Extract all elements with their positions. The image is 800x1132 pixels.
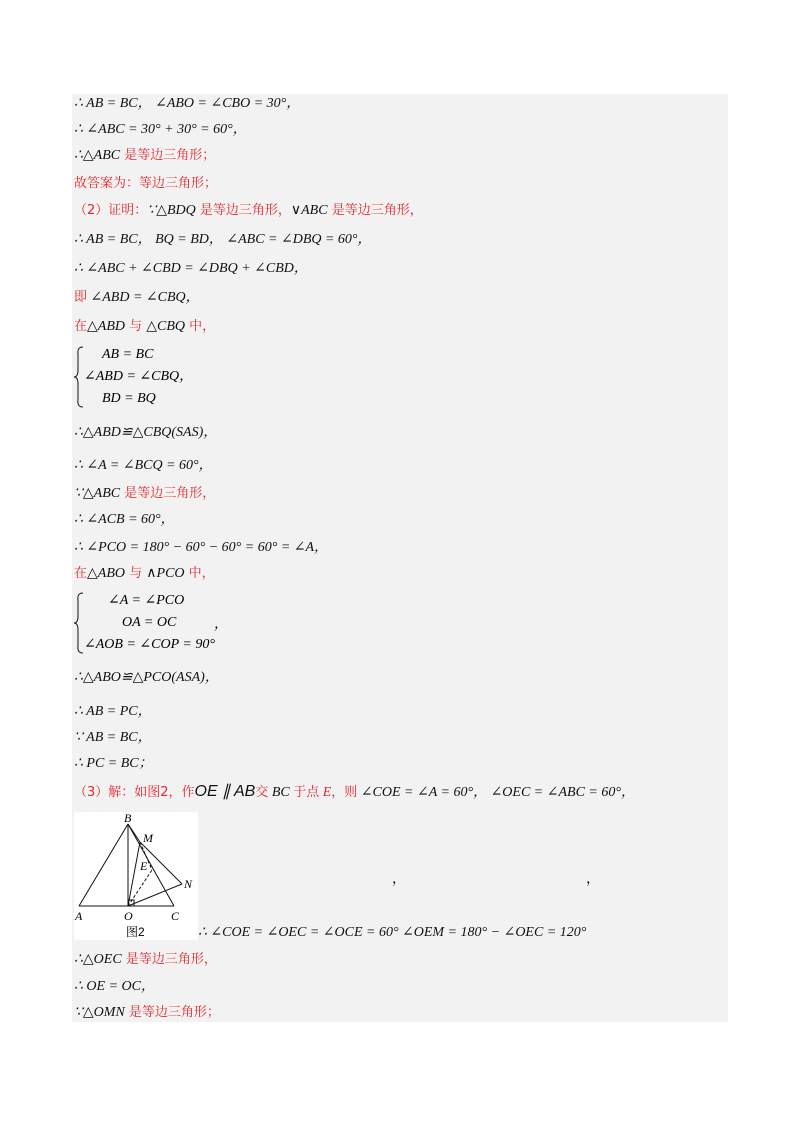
text-line: ∴△ABD≌△CBQ(SAS)， [74, 425, 218, 440]
conclusion-text: 是等边三角形； [124, 1005, 220, 1020]
part-label: （3）解：如图2，作 [74, 785, 195, 800]
math: BC [268, 785, 294, 800]
label-M: M [143, 831, 153, 845]
text-line [74, 146, 215, 166]
comma-mark: ， [586, 872, 600, 887]
equation-system-1 [74, 346, 274, 408]
text-line: ∴ AB = BC， BQ = BD， ∠ABC = ∠DBQ = 60°， [74, 232, 372, 247]
math: OE ∥ AB [194, 783, 256, 800]
text-line: ∵ AB = BC， [74, 730, 152, 745]
keyword: 交 [255, 785, 269, 800]
math: △ABD [87, 319, 125, 334]
system-row: ∠AOB = ∠COP = 90° [84, 637, 215, 652]
keyword: 中， [184, 566, 215, 581]
text-line [74, 782, 635, 803]
keyword: 在 [74, 566, 88, 581]
label-N: N [184, 877, 193, 891]
text-line [74, 317, 215, 337]
system-row: AB = BC [102, 347, 154, 362]
text-line: ∴ ∠ABC + ∠CBD = ∠DBQ + ∠CBD， [74, 261, 308, 276]
keyword: 中， [185, 319, 216, 334]
math: ∵△OMN [74, 1005, 125, 1020]
text-line [74, 950, 217, 970]
keyword: 即 [74, 290, 88, 305]
system-row: OA = OC [122, 615, 177, 630]
math: ∵△ABC [74, 486, 121, 501]
text-line: ∴△ABO≌△PCO(ASA)， [74, 670, 219, 685]
label-A: A [75, 909, 83, 923]
math: △ABO [87, 566, 125, 581]
math: ∵△BDQ [147, 203, 196, 218]
keyword: 与 [125, 319, 147, 334]
text-line: ∴ AB = PC， [74, 704, 152, 719]
figure-caption: 图2 [126, 925, 145, 939]
math: △CBQ [146, 319, 186, 334]
text-line: ∴ ∠A = ∠BCQ = 60°， [74, 458, 213, 473]
conclusion-text: 是等边三角形， [120, 486, 216, 501]
keyword: 于点 [293, 785, 320, 800]
label-O: O [124, 909, 133, 923]
system-row: BD = BQ [102, 391, 156, 406]
keyword: 在 [74, 319, 88, 334]
system-row: ∠A = ∠PCO [108, 593, 185, 608]
left-brace [74, 346, 84, 408]
text-line: ∴ AB = BC， ∠ABO = ∠CBO = 30°， [74, 96, 301, 111]
system-row: ， [214, 617, 228, 632]
text-line: ∴ ∠PCO = 180° − 60° − 60° = 60° = ∠A， [74, 540, 329, 555]
geometry-diagram [74, 812, 198, 940]
part-label: （2）证明： [74, 203, 148, 218]
label-C: C [171, 909, 180, 923]
text-line: ∴ PC = BC； [74, 756, 153, 771]
math: ∠ABD = ∠CBQ， [87, 290, 200, 305]
text-line: ∴ ∠COE = ∠OEC = ∠OCE = 60° ∠OEM = 180° − ∠OEC = 120° [198, 925, 587, 940]
text-line [74, 288, 200, 308]
label-B: B [124, 812, 132, 825]
math: E [319, 785, 332, 800]
system-row: ∠ABD = ∠CBQ， [84, 369, 194, 384]
left-brace [74, 592, 84, 654]
text-line [74, 484, 215, 504]
math: ∴△OEC [74, 952, 122, 967]
equation-system-2 [74, 592, 274, 654]
conclusion-text: 是等边三角形， [327, 203, 423, 218]
conclusion-text: 是等边三角形， [195, 203, 291, 218]
text-line: ∴ ∠ABC = 30° + 30° = 60°， [74, 122, 247, 137]
comma-mark: ， [392, 872, 406, 887]
text-line: ∴ OE = OC， [74, 979, 155, 994]
keyword: ，则 [331, 785, 358, 800]
answer-line: 故答案为：等边三角形； [74, 176, 218, 191]
conclusion-text: 是等边三角形， [121, 952, 217, 967]
math: ∧PCO [146, 566, 185, 581]
math: ∴△ABC [74, 148, 121, 163]
text-line [74, 564, 215, 584]
text-line: ∴ ∠ACB = 60°， [74, 512, 175, 527]
math: ∨ABC [290, 203, 328, 218]
math: ∠COE = ∠A = 60°， ∠OEC = ∠ABC = 60°， [357, 785, 635, 800]
keyword: 与 [125, 566, 147, 581]
label-E: E [140, 859, 148, 873]
text-line [74, 201, 423, 221]
conclusion-text: 是等边三角形； [120, 148, 216, 163]
figure-2 [74, 812, 198, 940]
text-line [74, 1003, 220, 1023]
